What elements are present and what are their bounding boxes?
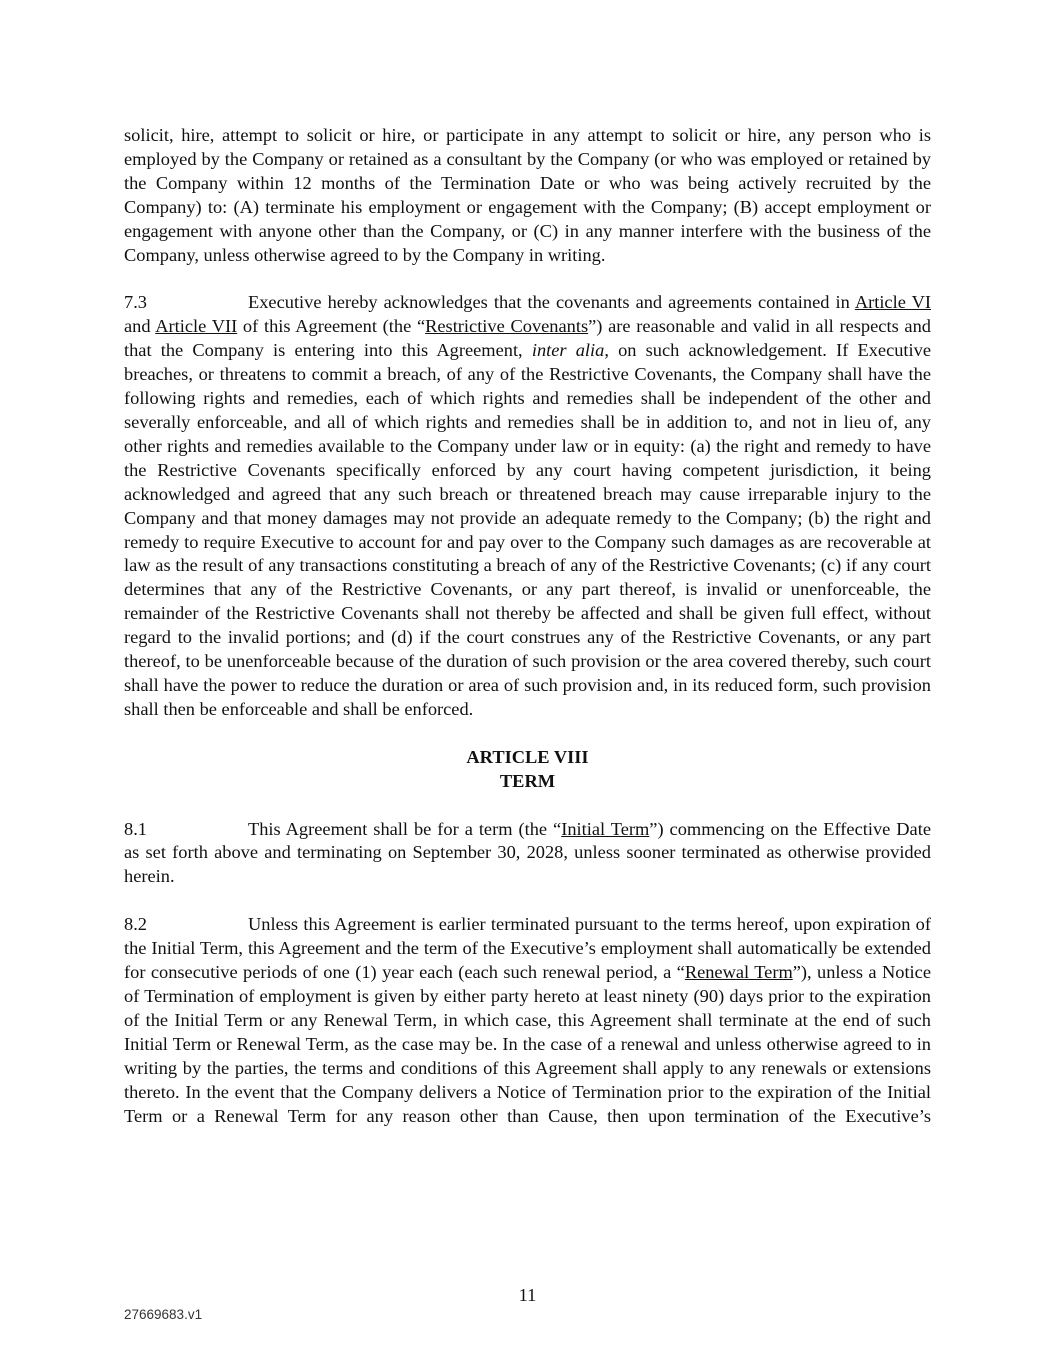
section-number: 8.2 <box>124 914 147 935</box>
article-heading-title: TERM <box>499 770 556 791</box>
defined-term-renewal-term: Renewal Term <box>684 962 793 983</box>
italic-inter-alia: inter alia <box>531 340 605 361</box>
paragraph-7-3 <box>124 291 931 721</box>
article-heading-number: ARTICLE VIII <box>466 746 589 767</box>
paragraph-text: ”) are reasonable and valid in all respects and that the Company is entering into this Agreement, <box>124 316 931 361</box>
defined-term-initial-term: Initial Term <box>561 818 650 839</box>
paragraph-text: ”), unless a Notice of Termination of employment is given by either party hereto at least ninety (90) days prior to the expiration of the Initial Term or any Renewal Term, in which case, this Agreement shall terminate at the end of such Initial Term or Renewal Term, as the case may be. In the case of a renewal and unless otherwise agreed to in writing by the parties, the terms and conditions of this Agreement shall apply to any renewals or extensions thereto. In the event that the Company delivers a Notice of Termination prior to the expiration of the Initial Term or a Renewal Term for any reason other than Cause, then upon termination of the Executive’s <box>124 962 931 1126</box>
document-id: 27669683.v1 <box>124 1307 203 1322</box>
article-vi-reference: Article VI <box>854 292 931 313</box>
article-vii-reference: Article VII <box>155 316 238 337</box>
paragraph-text: , on such acknowledgement. If Executive breaches, or threatens to commit a breach, of any of the Restrictive Covenants, the Company shall have the following rights and remedies, each of which rights and remedies shall be independent of the other and severally enforceable, and all of which rights and remedies shall be in addition to, and not in lieu of, any other rights and remedies available to the Company under law or in equity: (a) the right and remedy to have the Restrictive Covenants specifically enforced by any court having competent jurisdiction, it being acknowledged and agreed that any such breach or threatened breach may cause irreparable injury to the Company and that money damages may not provide an adequate remedy to the Company; (b) the right and remedy to require Executive to account for and pay over to the Company such damages as are recoverable at law as the result of any transactions constituting a breach of any of the Restrictive Covenants; (c) if any court determines that any of the Restrictive Covenants, or any part thereof, is invalid or unenforceable, the remainder of the Restrictive Covenants shall not thereby be affected and shall be given full effect, without regard to the invalid portions; and (d) if the court construes any of the Restrictive Covenants, or any part thereof, to be unenforceable because of the duration of such provision or the area covered thereby, such court shall have the power to reduce the duration or area of such provision and, in its reduced form, such provision shall then be enforceable and shall be enforced. <box>124 340 932 719</box>
paragraph-8-2 <box>124 913 931 1128</box>
paragraph-8-1 <box>124 818 931 890</box>
paragraph-text: ”) commencing on the Effective Date as set forth above and terminating on September 30, 2028, unless sooner terminated as otherwise provided herein. <box>124 818 931 887</box>
paragraph-text: solicit, hire, attempt to solicit or hire, or participate in any attempt to solicit or hire, any person who is employed by the Company or retained as a consultant by the Company (or who was employed or retained by the Company within 12 months of the Termination Date or who was being actively recruited by the Company) to: (A) terminate his employment or engagement with the Company; (B) accept employment or engagement with anyone other than the Company, or (C) in any manner interfere with the business of the Company, unless otherwise agreed to by the Company in writing. <box>124 125 931 265</box>
paragraph-7-2-continuation <box>124 124 931 267</box>
section-number: 7.3 <box>124 292 147 313</box>
page-number: 11 <box>518 1285 537 1305</box>
document-body <box>124 124 931 1128</box>
paragraph-text: Executive hereby acknowledges that the covenants and agreements contained in <box>248 292 855 313</box>
paragraph-text: of this Agreement (the “ <box>237 316 426 337</box>
paragraph-text: This Agreement shall be for a term (the “ <box>248 818 562 839</box>
paragraph-text: and <box>124 316 156 337</box>
defined-term-restrictive-covenants: Restrictive Covenants <box>425 316 589 337</box>
section-number: 8.1 <box>124 818 147 839</box>
paragraph-text: Unless this Agreement is earlier terminated pursuant to the terms hereof, upon expiration of the Initial Term, this Agreement and the term of the Executive’s employment shall automatically be extended for consecutive periods of one (1) year each (each such renewal period, a “ <box>124 914 931 983</box>
